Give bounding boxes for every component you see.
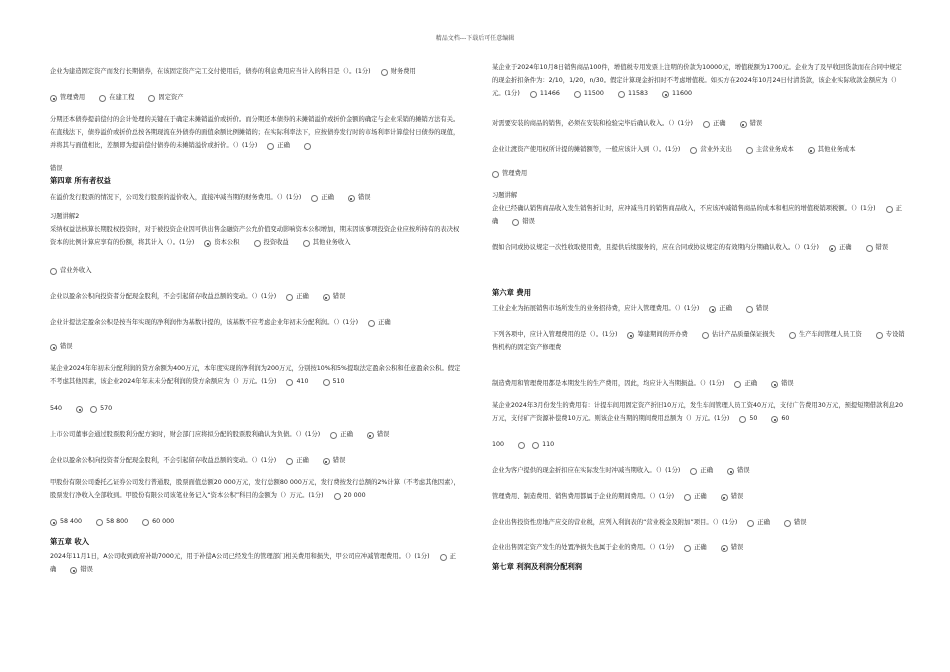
- question-r7: 下列各项中，应计入管理费用的是（）。(1分) 筹建期间的开办费 估计产品质量保证损失 生产车间管理人员工资 专设销售机构的固定资产修理费: [492, 331, 905, 351]
- question-6-options: 错误: [50, 340, 465, 353]
- radio-q11-false[interactable]: [70, 567, 77, 574]
- radio-r7-d[interactable]: [876, 332, 883, 339]
- radio-r13-true[interactable]: [684, 545, 691, 552]
- section-exercise: 习题讲解: [492, 192, 518, 199]
- question-9: 企业以盈余公积向投资者分配现金股利，不会引起留存收益总额的变动。（）(1分) 正确 错误: [50, 457, 346, 464]
- radio-r3-d[interactable]: [492, 171, 499, 178]
- radio-q6-true[interactable]: [368, 320, 375, 327]
- radio-r6-true[interactable]: [709, 306, 716, 313]
- radio-q1-b[interactable]: [50, 95, 57, 102]
- radio-r8-true[interactable]: [734, 381, 741, 388]
- radio-q7-c[interactable]: [76, 406, 83, 413]
- chapter-7-heading: 第七章 利润及利润分配利润: [492, 562, 583, 571]
- radio-r9-c[interactable]: [518, 442, 525, 449]
- radio-r11-true[interactable]: [684, 494, 691, 501]
- question-8: 上市公司董事会通过股票股利分配方案时，财会部门应将拟分配的股票股利确认为负债。（）(1分) 正确 错误: [50, 431, 390, 438]
- radio-q2-true[interactable]: [267, 143, 274, 150]
- question-r9-options: 100 110: [492, 441, 555, 448]
- radio-q7-a[interactable]: [286, 379, 293, 386]
- question-r8: 制造费用和管理费用都是本期发生的生产费用，因此，均应计入当期损益。（）(1分) 正确 错误: [492, 380, 794, 387]
- radio-r10-false[interactable]: [727, 468, 734, 475]
- radio-q3-true[interactable]: [311, 195, 318, 202]
- radio-q2-false[interactable]: [304, 143, 311, 150]
- section-exercise-2: 习题讲解2: [50, 213, 80, 220]
- radio-r12-true[interactable]: [747, 520, 754, 527]
- question-r4: 企业已经确认销售商品收入发生销售折让时，应冲减当月的销售商品收入，不应该冲减销售商品的成本和相应的增值税销项税额。（）(1分) 正确 错误: [492, 205, 902, 225]
- radio-r4-false[interactable]: [512, 219, 519, 226]
- question-7-options: 540 570: [50, 405, 113, 412]
- question-10-options: 58 400 58 800 60 000: [50, 515, 465, 528]
- question-4: 采纳权益法核算长期股权投资时，对于被投资企业因可供出售金融资产公允价值变动影响资本公积增加，期末因该事项投资企业应按所持有的表决权资本的比例计算应享有的份额，将其计入（）。(1分) 资本公积 投资收益 其他业务收入: [50, 226, 460, 246]
- radio-q4-b[interactable]: [254, 240, 261, 247]
- question-r3-options: 管理费用: [492, 167, 907, 180]
- question-r2: 对需要安装的商品的销售，必须在安装和检验完毕后确认收入。（）(1分) 正确 错误: [492, 120, 763, 127]
- radio-q10-b[interactable]: [50, 519, 57, 526]
- radio-q10-a[interactable]: [334, 493, 341, 500]
- radio-r5-false[interactable]: [866, 245, 873, 252]
- radio-q8-true[interactable]: [330, 432, 337, 439]
- question-5: 企业以盈余公积向投资者分配现金股利，不会引起留存收益总额的变动。（）(1分) 正确 错误: [50, 293, 346, 300]
- radio-q4-d[interactable]: [50, 268, 57, 275]
- radio-r3-c[interactable]: [808, 147, 815, 154]
- radio-r1-b[interactable]: [574, 91, 581, 98]
- radio-r2-false[interactable]: [740, 121, 747, 128]
- radio-q10-c[interactable]: [96, 519, 103, 526]
- radio-r9-a[interactable]: [739, 416, 746, 423]
- radio-q6-false[interactable]: [50, 344, 57, 351]
- radio-r7-b[interactable]: [702, 332, 709, 339]
- radio-r8-false[interactable]: [771, 381, 778, 388]
- question-r13: 企业出售固定资产发生的处置净损失也属于企业的费用。（）(1分) 正确 错误: [492, 544, 744, 551]
- radio-r11-false[interactable]: [721, 494, 728, 501]
- radio-q10-d[interactable]: [142, 519, 149, 526]
- radio-r10-true[interactable]: [690, 468, 697, 475]
- radio-q1-a[interactable]: [381, 69, 388, 76]
- question-4-options: 营业外收入: [50, 264, 465, 277]
- radio-q7-d[interactable]: [90, 406, 97, 413]
- radio-r9-b[interactable]: [771, 416, 778, 423]
- radio-r1-c[interactable]: [618, 91, 625, 98]
- radio-q8-false[interactable]: [367, 432, 374, 439]
- radio-q7-b[interactable]: [323, 379, 330, 386]
- radio-r5-true[interactable]: [829, 245, 836, 252]
- radio-r7-c[interactable]: [789, 332, 796, 339]
- radio-r13-false[interactable]: [721, 545, 728, 552]
- question-r11: 管理费用、制造费用、销售费用都属于企业的期间费用。（）(1分) 正确 错误: [492, 493, 744, 500]
- question-r12: 企业出售投资性房地产应交的营业税，应列入利润表的“营业税金及附加”项目。（）(1分) 正确 错误: [492, 519, 807, 526]
- radio-q1-c[interactable]: [99, 95, 106, 102]
- question-r10: 企业为客户提供的现金折扣应在实际发生时冲减当期收入。（）(1分) 正确 错误: [492, 467, 750, 474]
- question-10: 甲股份有限公司委托乙证券公司发行普通股，股票面值总额20 000万元，发行总额80 000万元，发行费按发行总额的2%计算（不考虑其他因素），股票发行净收入全部收到。甲股份有限公司该笔业务记入“资本公积”科目的金额为（）万元。(1分) 20 000: [50, 479, 460, 499]
- question-r6: 工业企业为拓展销售市场所发生的业务招待费，应计入管理费用。（）(1分) 正确 错误: [492, 305, 769, 312]
- radio-r3-b[interactable]: [746, 147, 753, 154]
- radio-q4-c[interactable]: [303, 240, 310, 247]
- question-2: 分期还本债券提前偿付的会计处理的关键在于确定未摊销溢价或折价。而分期还本债券的未摊销溢价或折价金额的确定与企业采销的摊销方法有关。在直线法下，债券溢价或折价总按各期现流在外债券的面值余额比例摊销的；在实际利率法下，应按债券发行时的市场利率计算偿付日债券的现值，并将其与面值相比，差额即为提前偿付债券的未摊销溢价或折价。（）(1分) 正确: [50, 116, 460, 149]
- radio-r1-d[interactable]: [662, 91, 669, 98]
- radio-q3-false[interactable]: [348, 195, 355, 202]
- question-6: 企业计提法定盈余公积是按当年实现的净利润作为基数计提的，该基数不应考虑企业年初未分配利润。（）(1分) 正确: [50, 319, 391, 326]
- question-r9: 某企业2024年3月份发生的费用有：计提车间用固定资产折旧10万元，发生车间管理人员工资40万元，支付广告费用30万元，预提短期借款利息20万元，支付矿产资源补偿费10万元。则该企业当期的期间费用总额为（）万元。(1分) 50 60: [492, 402, 904, 422]
- radio-q5-false[interactable]: [323, 294, 330, 301]
- radio-q11-true[interactable]: [440, 554, 447, 561]
- radio-q5-true[interactable]: [286, 294, 293, 301]
- radio-r4-true[interactable]: [886, 206, 893, 213]
- chapter-4-heading: 第四章 所有者权益: [50, 176, 111, 185]
- radio-q4-a[interactable]: [204, 240, 211, 247]
- radio-q1-d[interactable]: [148, 95, 155, 102]
- question-1: 企业为建造固定资产而发行长期债券，在该固定资产完工交付使用后，债券的利息费用应当计入的科目是（）。(1分) 财务费用: [50, 68, 416, 75]
- question-r5: 假如合同或协议规定一次性收取使用费，且提供后续服务的，应在合同或协议规定的有效期内分期确认收入。（）(1分) 正确 错误: [492, 244, 889, 251]
- radio-r7-a[interactable]: [627, 332, 634, 339]
- radio-r2-true[interactable]: [703, 121, 710, 128]
- question-3: 在溢价发行股票的情况下，公司发行股票的溢价收入，直接冲减当期的财务费用。（）(1分) 正确 错误: [50, 194, 371, 201]
- question-2-tail: 错误: [50, 165, 63, 172]
- question-r3: 企业让渡资产使用权所计提的摊销额等，一般应该计入到（）。(1分) 营业外支出 主营业务成本 其他业务成本: [492, 146, 856, 153]
- radio-q9-true[interactable]: [286, 458, 293, 465]
- question-1-options: 管理费用 在建工程 固定资产: [50, 91, 465, 104]
- radio-r3-a[interactable]: [690, 147, 697, 154]
- radio-r9-d[interactable]: [532, 442, 539, 449]
- radio-r12-false[interactable]: [784, 520, 791, 527]
- chapter-6-heading: 第六章 费用: [492, 288, 532, 297]
- page-header: 精品文档---下载后可任意编辑: [435, 35, 515, 42]
- radio-q9-false[interactable]: [323, 458, 330, 465]
- chapter-5-heading: 第五章 收入: [50, 537, 90, 546]
- question-7: 某企业2024年年初未分配利润的贷方余额为400万元，本年度实现的净利润为200万元，分别按10%和5%提取法定盈余公积和任意盈余公积。假定不考虑其他因素，该企业2024年年末未分配利润的贷方余额应为（）万元。(1分) 410 510: [50, 365, 461, 385]
- question-11: 2024年11月1日，A公司收到政府补助7000元，用于补偿A公司已经发生的管理部门相关费用和损失，甲公司应冲减管理费用。（）(1分) 正确 错误: [50, 553, 456, 573]
- radio-r6-false[interactable]: [746, 306, 753, 313]
- radio-r1-a[interactable]: [530, 91, 537, 98]
- question-r1: 某企业于2024年10月8日销售商品100件，增值税专用发票上注明的价款为10000元，增值税额为1700元。企业为了及早收回货款而在合同中规定的现金折扣条件为：2/10，1/20，n/30。假定计算现金折扣时不考虑增值税。如买方在2024年10月24日付清货款，该企业实际收款金额应为（）元。(1分) 11466 11500 11583 11600: [492, 64, 902, 97]
